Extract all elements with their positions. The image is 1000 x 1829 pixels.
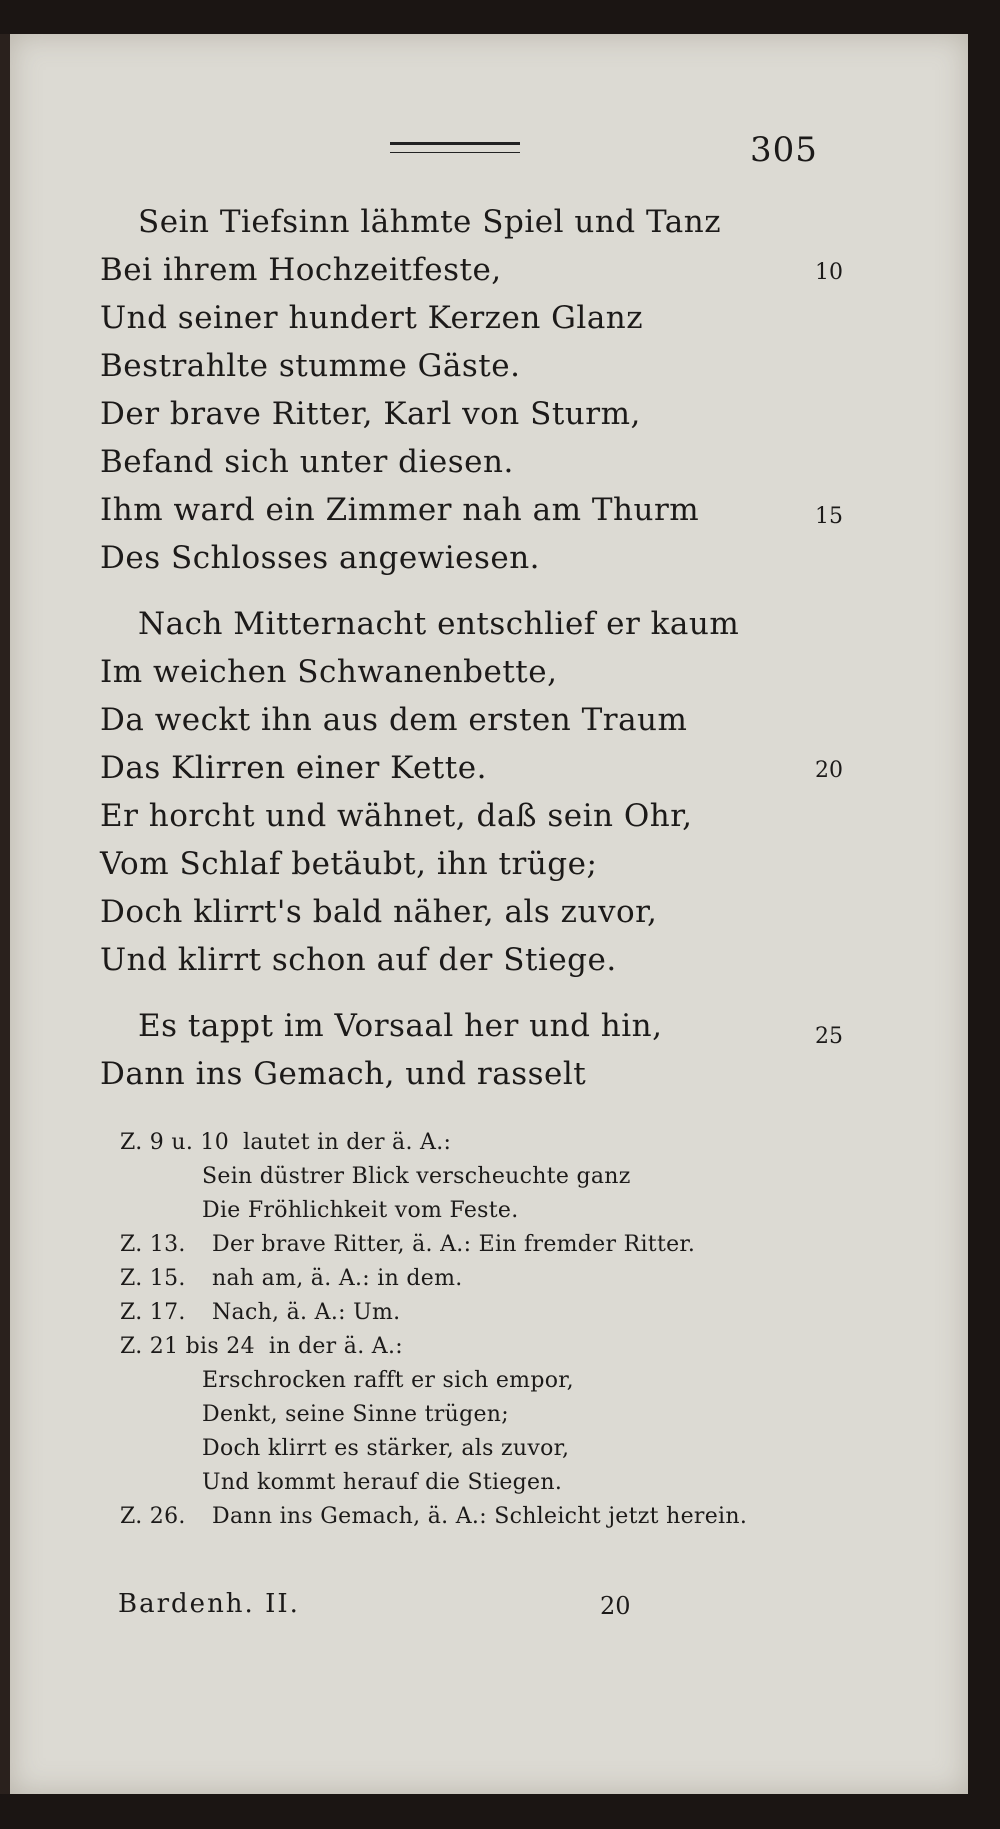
verse-line: Dann ins Gemach, und rasselt [100, 1056, 587, 1092]
footnote [120, 1504, 747, 1529]
footnote-quote: Die Fröhlichkeit vom Feste. [202, 1198, 519, 1223]
footnote-ref: Z. 9 u. 10 [120, 1130, 230, 1155]
footnote [120, 1232, 695, 1257]
verse-line: Ihm ward ein Zimmer nah am Thurm [100, 492, 700, 528]
footnote-quote: Erschrocken rafft er sich empor, [202, 1368, 574, 1393]
book-page [10, 34, 968, 1794]
footnote-ref: Z. 15. [120, 1266, 186, 1291]
verse-line: Es tappt im Vorsaal her und hin, [138, 1008, 663, 1044]
verse-line: Im weichen Schwanenbette, [100, 654, 558, 690]
footnote-quote: Doch klirrt es stärker, als zuvor, [202, 1436, 570, 1461]
verse-line: Vom Schlaf betäubt, ihn trüge; [100, 846, 598, 882]
footnote-quote: Sein düstrer Blick verscheuchte ganz [202, 1164, 631, 1189]
footnote-text: in der ä. A.: [268, 1334, 403, 1359]
footnote [120, 1266, 463, 1291]
footnote [120, 1300, 400, 1325]
verse-line: Sein Tiefsinn lähmte Spiel und Tanz [138, 204, 722, 240]
signature-mark: 20 [600, 1592, 631, 1620]
verse-line: Er horcht und wähnet, daß sein Ohr, [100, 798, 693, 834]
page-number: 305 [750, 130, 818, 170]
verse-line: Nach Mitternacht entschlief er kaum [138, 606, 740, 642]
verse-line: Doch klirrt's bald näher, als zuvor, [100, 894, 658, 930]
footnote-text: Dann ins Gemach, ä. A.: Schleicht jetzt herein. [212, 1504, 748, 1529]
footnote-ref: Z. 21 bis 24 [120, 1334, 255, 1359]
header-rule [390, 142, 520, 153]
verse-line: Befand sich unter diesen. [100, 444, 514, 480]
line-number: 20 [815, 758, 843, 783]
footnote-text: Der brave Ritter, ä. A.: Ein fremder Ritter. [212, 1232, 696, 1257]
verse-line: Da weckt ihn aus dem ersten Traum [100, 702, 688, 738]
verse-line: Des Schlosses angewiesen. [100, 540, 541, 576]
verse-line: Und seiner hundert Kerzen Glanz [100, 300, 644, 336]
footnote [120, 1130, 451, 1155]
footnote-quote: Denkt, seine Sinne trügen; [202, 1402, 509, 1427]
line-number: 15 [815, 504, 843, 529]
footnote-text: Nach, ä. A.: Um. [212, 1300, 401, 1325]
verse-line: Bestrahlte stumme Gäste. [100, 348, 521, 384]
line-number: 10 [815, 260, 843, 285]
footnote-ref: Z. 13. [120, 1232, 186, 1257]
footnote-text: nah am, ä. A.: in dem. [212, 1266, 463, 1291]
verse-line: Bei ihrem Hochzeitfeste, [100, 252, 502, 288]
footnote-quote: Und kommt herauf die Stiegen. [202, 1470, 563, 1495]
signature-title: Bardenh. II. [118, 1589, 300, 1619]
verse-line: Und klirrt schon auf der Stiege. [100, 942, 617, 978]
verse-line: Der brave Ritter, Karl von Sturm, [100, 396, 641, 432]
footnote-ref: Z. 26. [120, 1504, 186, 1529]
line-number: 25 [815, 1024, 843, 1049]
footnote [120, 1334, 403, 1359]
footnote-text: lautet in der ä. A.: [243, 1130, 452, 1155]
verse-line: Das Klirren einer Kette. [100, 750, 487, 786]
footnote-ref: Z. 17. [120, 1300, 186, 1325]
